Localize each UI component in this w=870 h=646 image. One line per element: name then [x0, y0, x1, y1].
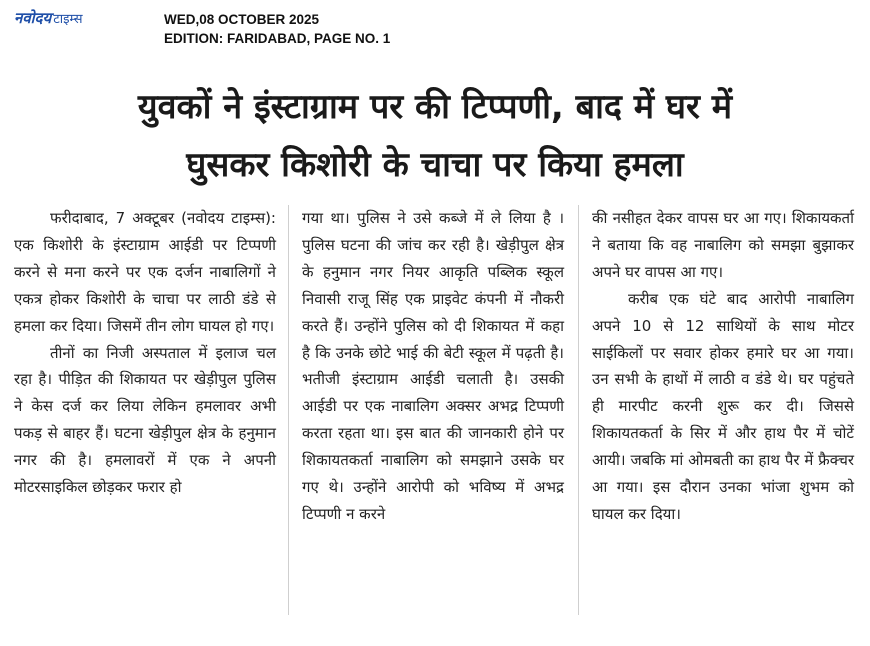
headline-line-1: युवकों ने इंस्टाग्राम पर की टिप्पणी, बाद में घर में — [137, 87, 733, 127]
article-column-3 — [592, 205, 854, 528]
paragraph: करीब एक घंटे बाद आरोपी नाबालिग अपने 10 से 12 साथियों के साथ मोटर साईकिलों पर सवार होकर हमारे घर आ गया। उन सभी के हाथों में लाठी व डंडे थे। घर पहुंचते ही मारपीट करनी शुरू कर दी। जिससे शिकायतकर्ता के सिर में और हाथ पैर में चोटें आयी। जबकि मां ओमबती का हाथ पैर में फ्रैक्चर आ गया। इस दौरान उनका भांजा शुभम को घायल कर दिया। — [592, 289, 854, 523]
paragraph: फरीदाबाद, 7 अक्टूबर (नवोदय टाइम्स): एक किशोरी के इंस्टाग्राम आईडी पर टिप्पणी करने से मना करने पर एक दर्जन नाबालिगों ने एकत्र होकर किशोरी के चाचा पर लाठी डंडे से हमला कर दिया। जिसमें तीन लोग घायल हो गए। — [14, 209, 276, 335]
paragraph: तीनों का निजी अस्पताल में इलाज चल रहा है। पीड़ित की शिकायत पर खेड़ीपुल पुलिस ने केस दर्ज कर लिया लेकिन हमलावर अभी पकड़ से बाहर हैं। घटना खेड़ीपुल क्षेत्र के हनुमान नगर की है। हमलावरों में एक ने अपनी मोटरसाइकिल छोड़कर फरार हो — [14, 343, 276, 497]
masthead — [0, 0, 870, 56]
publication-date: WED,08 OCTOBER 2025 — [164, 12, 320, 27]
article-column-2 — [302, 205, 564, 528]
logo-main-text: नवोदय — [14, 9, 52, 27]
headline-line-2: घुसकर किशोरी के चाचा पर किया हमला — [186, 145, 684, 185]
paragraph: गया था। पुलिस ने उसे कब्जे में ले लिया है । पुलिस घटना की जांच कर रही है। खेड़ीपुल क्षेत्र के हनुमान नगर नियर आकृति पब्लिक स्कूल निवासी राजू सिंह एक प्राइवेट कंपनी में नौकरी करते हैं। उन्होंने पुलिस को दी शिकायत में कहा है कि उनके छोटे भाई की बेटी स्कूल में पढ़ती है। भतीजी इंस्टाग्राम आईडी चलाती है। उसकी आईडी पर एक नाबालिग अक्सर अभद्र टिप्पणी करता रहता था। इस बात की जानकारी होने पर शिकायतकर्ता नाबालिग को समझाने उसके घर गए थे। उन्होंने आरोपी को भविष्य में अभद्र टिप्पणी न करने — [302, 209, 564, 523]
dateline — [164, 10, 390, 48]
newspaper-logo — [14, 8, 83, 28]
article-headline — [0, 78, 870, 194]
column-divider — [288, 205, 289, 615]
column-divider — [578, 205, 579, 615]
article-column-1 — [14, 205, 276, 501]
paragraph: की नसीहत देकर वापस घर आ गए। शिकायकर्ता ने बताया कि वह नाबालिग को समझा बुझाकर अपने घर वापस आ गए। — [592, 209, 854, 281]
logo-sub-text: टाइम्स — [53, 12, 83, 27]
edition-info: EDITION: FARIDABAD, PAGE NO. 1 — [164, 31, 391, 46]
